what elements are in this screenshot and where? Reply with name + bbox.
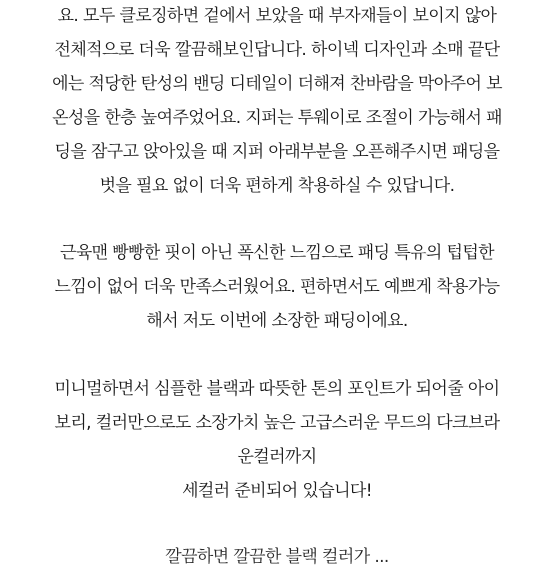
description-paragraph-3 <box>0 372 554 508</box>
text-line: 깔끔하면 깔끔한 블랙 컬러가 ... <box>165 547 389 567</box>
text-line: 운컬러까지 <box>237 447 317 467</box>
description-paragraph-4-partial <box>0 540 554 574</box>
text-line: 요. 모두 클로징하면 겉에서 보았을 때 부자재들이 보이지 않아 <box>57 6 497 26</box>
text-line: 보리, 컬러만으로도 소장가치 높은 고급스러운 무드의 다크브라 <box>54 413 500 433</box>
text-line: 근육맨 빵빵한 핏이 아닌 폭신한 느낌으로 패딩 특유의 텁텁한 <box>60 243 494 263</box>
text-line: 느낌이 없어 더욱 만족스러웠어요. 편하면서도 예쁘게 착용가능 <box>54 277 500 297</box>
text-line: 벗을 필요 없이 더욱 편하게 착용하실 수 있답니다. <box>99 176 455 196</box>
text-line: 해서 저도 이번에 소장한 패딩이에요. <box>146 311 408 331</box>
text-line: 딩을 잠구고 앉아있을 때 지퍼 아래부분을 오픈해주시면 패딩을 <box>54 142 500 162</box>
text-line: 에는 적당한 탄성의 밴딩 디테일이 더해져 찬바람을 막아주어 보 <box>52 74 502 94</box>
description-paragraph-1 <box>0 0 554 203</box>
text-line: 전체적으로 더욱 깔끔해보인답니다. 하이넥 디자인과 소매 끝단 <box>54 40 500 60</box>
text-line: 세컬러 준비되어 있습니다! <box>182 481 372 501</box>
description-paragraph-2 <box>0 236 554 338</box>
text-line: 미니멀하면서 심플한 블랙과 따뜻한 톤의 포인트가 되어줄 아이 <box>54 379 500 399</box>
text-line: 온성을 한층 높여주었어요. 지퍼는 투웨이로 조절이 가능해서 패 <box>52 108 502 128</box>
